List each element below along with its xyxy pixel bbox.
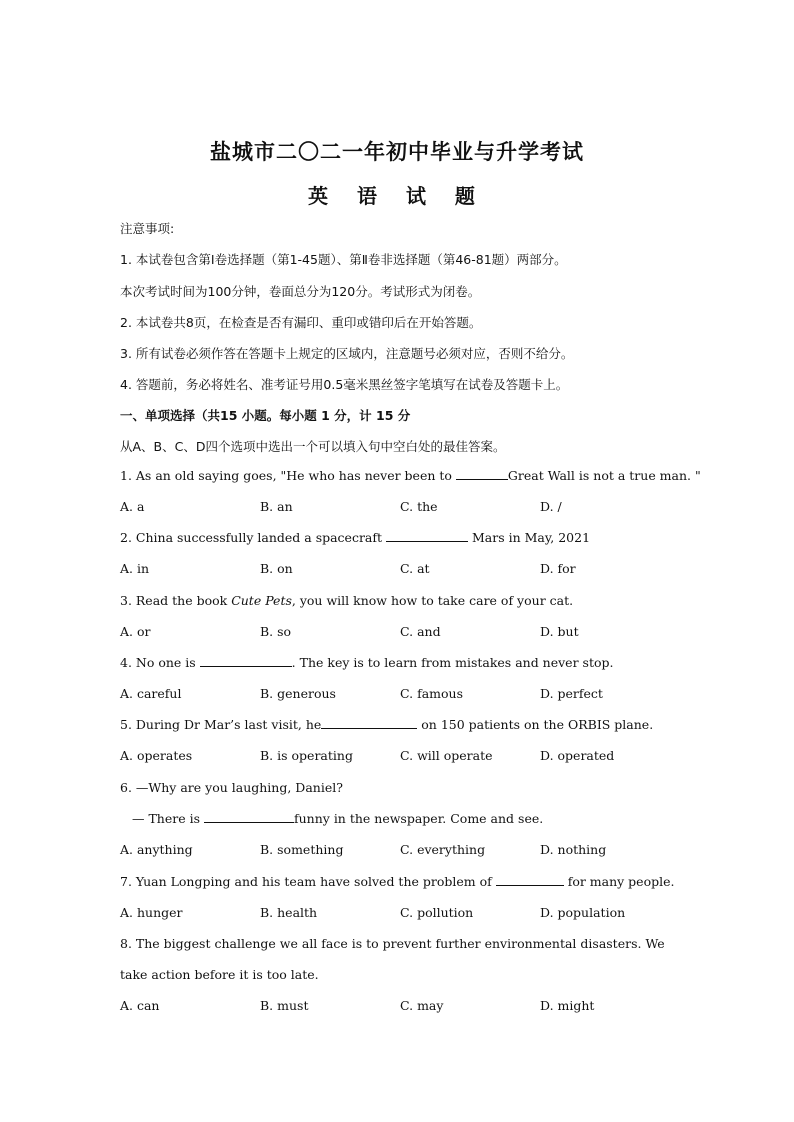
question-4 [120,655,613,670]
option-d: D. might [540,998,595,1013]
note-item-2: 2. 本试卷共8页，在检查是否有漏印、重印或错印后在开始答题。 [120,315,482,330]
option-a: A. hunger [120,905,183,920]
exam-subtitle: 英 语 试 题 [308,184,486,208]
option-d: D. perfect [540,686,603,701]
question-6-reply [132,811,543,826]
option-b: B. so [260,624,292,639]
option-d: D. / [540,499,562,514]
option-d: D. population [540,905,626,920]
option-b: B. on [260,561,293,576]
question-8: 8. The biggest challenge we all face is to prevent further environmental disasters. We [120,936,665,951]
option-b: B. an [260,499,293,514]
question-6: 6. —Why are you laughing, Daniel? [120,780,343,795]
question-2 [120,530,590,545]
question-6-text-pre: — There is [132,811,204,826]
question-2-text-pre: 2. China successfully landed a spacecraft [120,530,387,545]
answer-blank [496,874,564,886]
question-2-text-post: Mars in May, 2021 [468,530,591,545]
question-3-options [120,624,640,642]
question-7-options [120,905,640,923]
question-5-options [120,748,640,766]
question-8-cont: take action before it is too late. [120,967,319,982]
option-b: B. health [260,905,318,920]
option-d: D. operated [540,748,615,763]
option-d: D. but [540,624,579,639]
option-a: A. in [120,561,150,576]
question-5 [120,717,653,732]
question-4-options [120,686,640,704]
option-b: B. is operating [260,748,353,763]
option-a: A. careful [120,686,182,701]
exam-title: 盐城市二〇二一年初中毕业与升学考试 [210,139,584,164]
question-1 [120,468,701,483]
option-b: B. generous [260,686,336,701]
option-a: A. can [120,998,160,1013]
option-c: C. at [400,561,430,576]
question-3 [120,593,573,608]
note-item-1: 1. 本试卷包含第Ⅰ卷选择题（第1-45题）、第Ⅱ卷非选择题（第46-81题）两部分。 [120,252,567,267]
option-b: B. something [260,842,344,857]
option-a: A. operates [120,748,193,763]
section-heading: 一、单项选择（共15 小题。每小题 1 分，计 15 分 [120,408,411,423]
question-1-text-pre: 1. As an old saying goes, "He who has never been to [120,468,456,483]
note-item-4: 4. 答题前，务必将姓名、准考证号用0.5毫米黑丝签字笔填写在试卷及答题卡上。 [120,377,569,392]
note-item-1-cont: 本次考试时间为100分钟，卷面总分为120分。考试形式为闭卷。 [120,284,481,299]
question-6-text-post: funny in the newspaper. Come and see. [294,811,544,826]
question-2-options [120,561,640,579]
book-title: Cute Pets [231,593,292,608]
question-1-text-post: Great Wall is not a true man. " [507,468,701,483]
notes-heading: 注意事项: [120,221,175,236]
answer-blank [456,468,508,480]
option-d: D. nothing [540,842,607,857]
answer-blank [204,811,294,823]
answer-blank [200,655,292,667]
question-8-options [120,998,640,1016]
section-instruction: 从A、B、C、D四个选项中选出一个可以填入句中空白处的最佳答案。 [120,439,506,454]
question-6-options [120,842,640,860]
question-7-text-post: for many people. [563,874,675,889]
option-c: C. and [400,624,441,639]
question-4-text-post: . The key is to learn from mistakes and never stop. [291,655,614,670]
question-7 [120,874,674,889]
answer-blank [386,530,468,542]
option-a: A. anything [120,842,193,857]
question-4-text-pre: 4. No one is [120,655,200,670]
question-7-text-pre: 7. Yuan Longping and his team have solved the problem of [120,874,496,889]
option-c: C. pollution [400,905,474,920]
question-5-text-post: on 150 patients on the ORBIS plane. [417,717,654,732]
option-c: C. will operate [400,748,493,763]
option-c: C. famous [400,686,463,701]
question-3-text-post: , you will know how to take care of your cat. [291,593,574,608]
option-b: B. must [260,998,309,1013]
note-item-3: 3. 所有试卷必须作答在答题卡上规定的区域内，注意题号必须对应，否则不给分。 [120,346,574,361]
question-1-options [120,499,640,517]
option-c: C. the [400,499,438,514]
option-a: A. or [120,624,151,639]
option-d: D. for [540,561,576,576]
option-c: C. everything [400,842,486,857]
question-3-text-pre: 3. Read the book [120,593,232,608]
answer-blank [321,717,417,729]
option-c: C. may [400,998,444,1013]
option-a: A. a [120,499,145,514]
question-5-text-pre: 5. During Dr Mar’s last visit, he [120,717,322,732]
